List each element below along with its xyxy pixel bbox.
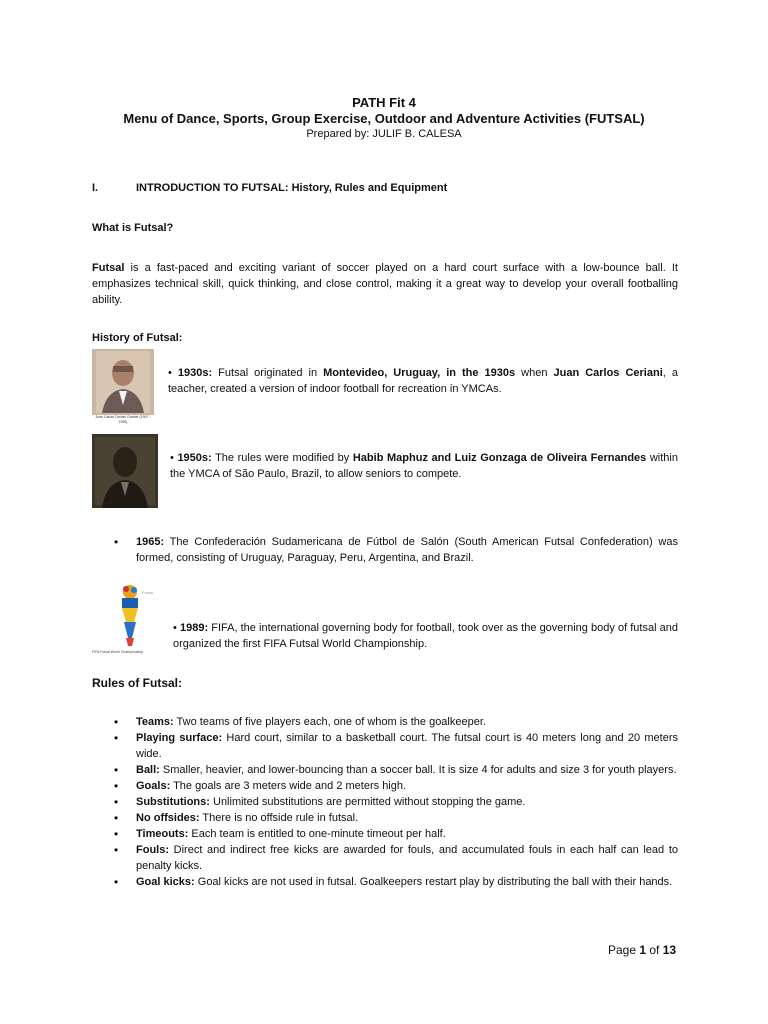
rule-term: Ball: [136,764,160,776]
text: when [515,367,554,379]
trophy-icon [92,582,166,658]
year-1989: 1989: [179,622,209,634]
ceriani-photo [92,349,154,427]
maphuz-photo [92,434,158,508]
rule-term: No offsides: [136,812,200,824]
place: Montevideo, Uruguay, in the 1930s [323,367,516,379]
document-subtitle: Menu of Dance, Sports, Group Exercise, Outdoor and Adventure Activities (FUTSAL) [123,111,645,126]
text: FIFA, the international governing body for football, took over as the governing body of futsal and organized the first FIFA Futsal World Championship. [173,622,678,650]
svg-text:Futsal: Futsal [142,590,153,595]
rule-term: Playing surface: [136,732,223,744]
rule-item [112,794,678,810]
rule-term: Teams: [136,716,174,728]
what-is-heading: What is Futsal? [92,222,174,234]
portrait-image [92,434,158,508]
prepared-by: Prepared by: JULIF B. CALESA [306,128,462,140]
rule-text: Goal kicks are not used in futsal. Goalkeepers restart play by distributing the ball with their hands. [194,876,673,888]
rule-text: Hard court, similar to a basketball court. The futsal court is 40 meters long and 20 meters wide. [136,732,678,760]
history-1930s [168,365,678,397]
rule-text: Two teams of five players each, one of whom is the goalkeeper. [173,716,486,728]
year-1930s: 1930s: [177,367,213,379]
section-title: INTRODUCTION TO FUTSAL: History, Rules and Equipment [136,182,448,194]
history-1965 [112,534,678,566]
person: Juan Carlos Ceriani [553,367,663,379]
rule-term: Goals: [136,780,171,792]
rule-text: Direct and indirect free kicks are awarded for fouls, and accumulated fouls in each half can lead to penalty kicks. [136,844,678,872]
what-is-paragraph [92,260,678,308]
futsal-definition: is a fast-paced and exciting variant of soccer played on a hard court surface with a low-bounce ball. It emphasizes technical skill, quick thinking, and close control, making it a great way to develop your overall footballing ability. [92,262,678,306]
futsal-term: Futsal [92,262,125,274]
rule-item [112,842,678,874]
rules-heading: Rules of Futsal: [92,676,183,690]
rule-text: Unlimited substitutions are permitted without stopping the game. [209,796,526,808]
text: within the YMCA of São Paulo, Brazil, to allow seniors to compete. [170,452,678,480]
page-number [608,943,676,957]
page-current: 1 [639,943,647,957]
text: Futsal originated in [212,367,324,379]
rule-item [112,874,678,890]
person: Habib Maphuz and Luiz Gonzaga de Oliveira Fernandes [352,452,647,464]
rule-term: Goal kicks: [136,876,195,888]
rule-item [112,826,678,842]
bullet-icon: • [173,622,180,634]
history-1950s [170,450,678,482]
rule-item [112,778,678,794]
history-1989 [173,620,678,652]
page-label: Page [608,943,640,957]
bullet-icon: • [168,367,178,379]
year-1965: 1965: [136,536,165,548]
section-number: I. [92,182,99,194]
fifa-futsal-logo [92,582,166,658]
bullet-icon: • [170,452,178,464]
document-title: PATH Fit 4 [352,95,416,110]
rule-text: Each team is entitled to one-minute timeout per half. [188,828,446,840]
rule-term: Substitutions: [136,796,210,808]
logo-caption: FIFA Futsal World Championship [92,650,144,654]
rule-term: Fouls: [136,844,169,856]
rules-list [112,714,678,890]
text: The rules were modified by [211,452,353,464]
text: The Confederación Sudamericana de Fútbol de Salón (South American Futsal Confederation) was formed, consisting of Uruguay, Paraguay, Peru, Argentina, and Brazil. [136,536,678,564]
rule-text: The goals are 3 meters wide and 2 meters high. [170,780,407,792]
rule-item [112,730,678,762]
photo-caption: Juan Carlos Ceriani Gravier (1907 - 1996) [95,415,151,424]
rule-item [112,810,678,826]
page-total: 13 [662,943,677,957]
history-heading: History of Futsal: [92,332,183,344]
rule-text: Smaller, heavier, and lower-bouncing than a soccer ball. It is size 4 for adults and size 3 for youth players. [159,764,677,776]
list-item [112,534,678,566]
rule-item [112,762,678,778]
text: , a teacher, created a version of indoor football for recreation in YMCAs. [168,367,678,395]
rule-term: Timeouts: [136,828,189,840]
year-1950s: 1950s: [177,452,212,464]
rule-item [112,714,678,730]
section-heading [92,182,448,194]
page-of: of [646,943,663,957]
rule-text: There is no offside rule in futsal. [199,812,359,824]
